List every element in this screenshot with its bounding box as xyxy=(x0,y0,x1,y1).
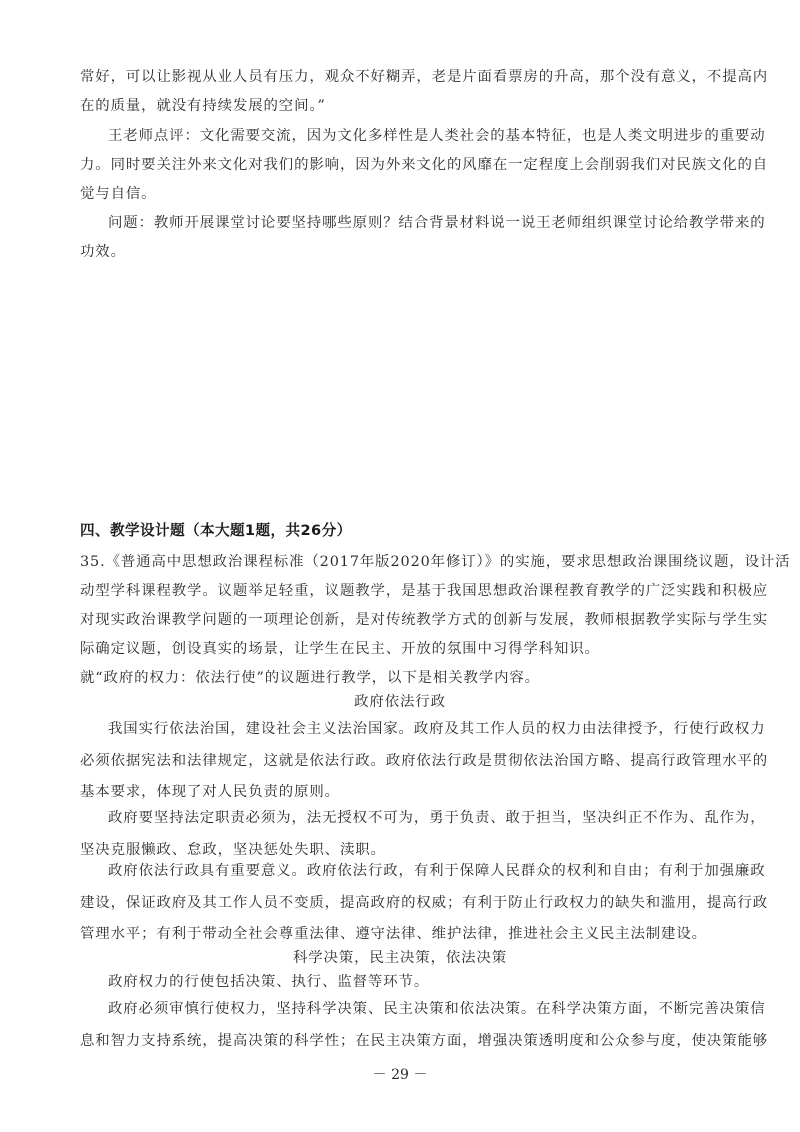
text-line: 我国实行依法治国，建设社会主义法治国家。政府及其工作人员的权力由法律授予，行使行政权力 xyxy=(108,721,766,737)
text-line: 管理水平；有利于带动全社会尊重法律、遵守法律、维护法律，推进社会主义民主法制建设。 xyxy=(80,926,707,942)
text-line: 王老师点评：文化需要交流，因为文化多样性是人类社会的基本特征，也是人类文明进步的重要动 xyxy=(108,128,766,144)
text-line: 常好，可以让影视从业人员有压力，观众不好糊弄，老是片面看票房的升高，那个没有意义，不提高内 xyxy=(80,69,769,85)
text-line: 坚决克服懒政、怠政，坚决惩处失职、渎职。 xyxy=(80,841,386,858)
material-subtitle: 科学决策，民主决策，依法决策 xyxy=(292,950,508,966)
text-line: 基本要求，体现了对人民负责的原则。 xyxy=(80,784,340,800)
text-line: 际确定议题，创设真实的场景，让学生在民主、开放的氛围中习得学科知识。 xyxy=(80,641,600,657)
text-line: 对现实政治课教学问题的一项理论创新，是对传统教学方式的创新与发展，教师根据教学实际与学生实 xyxy=(80,612,769,628)
text-line: 政府要坚持法定职责必须为，法无授权不可为，勇于负责、敢于担当，坚决纠正不作为、乱作为， xyxy=(108,810,766,826)
teacher-comment-paragraph xyxy=(80,122,768,209)
question-paragraph xyxy=(80,209,766,267)
material-title: 政府依法行政 xyxy=(354,694,446,710)
text-line: 政府依法行政具有重要意义。政府依法行政，有利于保障人民群众的权利和自由；有利于加强廉政 xyxy=(108,863,766,879)
text-line: 功效。 xyxy=(80,244,126,260)
text-line: 问题：教师开展课堂讨论要坚持哪些原则？结合背景材料说一说王老师组织课堂讨论给教学带来的 xyxy=(108,215,766,231)
section-heading: 四、教学设计题（本大题1题，共26分） xyxy=(80,522,352,539)
text-line: 动型学科课程教学。议题举足轻重，议题教学，是基于我国思想政治课程教育教学的广泛实践和积极应 xyxy=(80,583,769,599)
text-line: 35.《普通高中思想政治课程标准（2017年版2020年修订）》的实施，要求思想政治课围绕议题，设计活 xyxy=(80,554,791,570)
text-line: 就“政府的权力：依法行使”的议题进行教学，以下是相关教学内容。 xyxy=(80,670,540,686)
text-line: 力。同时要关注外来文化对我们的影响，因为外来文化的风靡在一定程度上会削弱我们对民族文化的自 xyxy=(80,157,769,173)
text-line: 在的质量，就没有持续发展的空间。” xyxy=(80,98,326,114)
text-line: 政府权力的行使包括决策、执行、监督等环节。 xyxy=(108,974,430,990)
text-line: 觉与自信。 xyxy=(80,186,157,202)
material-paragraph-5 xyxy=(80,994,768,1057)
text-line: 建设，保证政府及其工作人员不变质，提高政府的权威；有利于防止行政权力的缺失和滥用，提高行政 xyxy=(80,894,769,911)
intro-paragraph xyxy=(80,63,768,121)
text-line: 政府必须审慎行使权力，坚持科学决策、民主决策和依法决策。在科学决策方面，不断完善决策信 xyxy=(108,1001,766,1017)
question-35 xyxy=(80,548,790,693)
material-paragraph-1 xyxy=(80,714,768,809)
text-line: 必须依据宪法和法律规定，这就是依法行政。政府依法行政是贯彻依法治国方略、提高行政管理水平的 xyxy=(80,752,769,769)
page-number: － 29 － xyxy=(372,1067,428,1083)
text-line: 息和智力支持系统，提高决策的科学性；在民主决策方面，增强决策透明度和公众参与度，使决策能够 xyxy=(80,1032,769,1049)
material-paragraph-3 xyxy=(80,856,768,951)
